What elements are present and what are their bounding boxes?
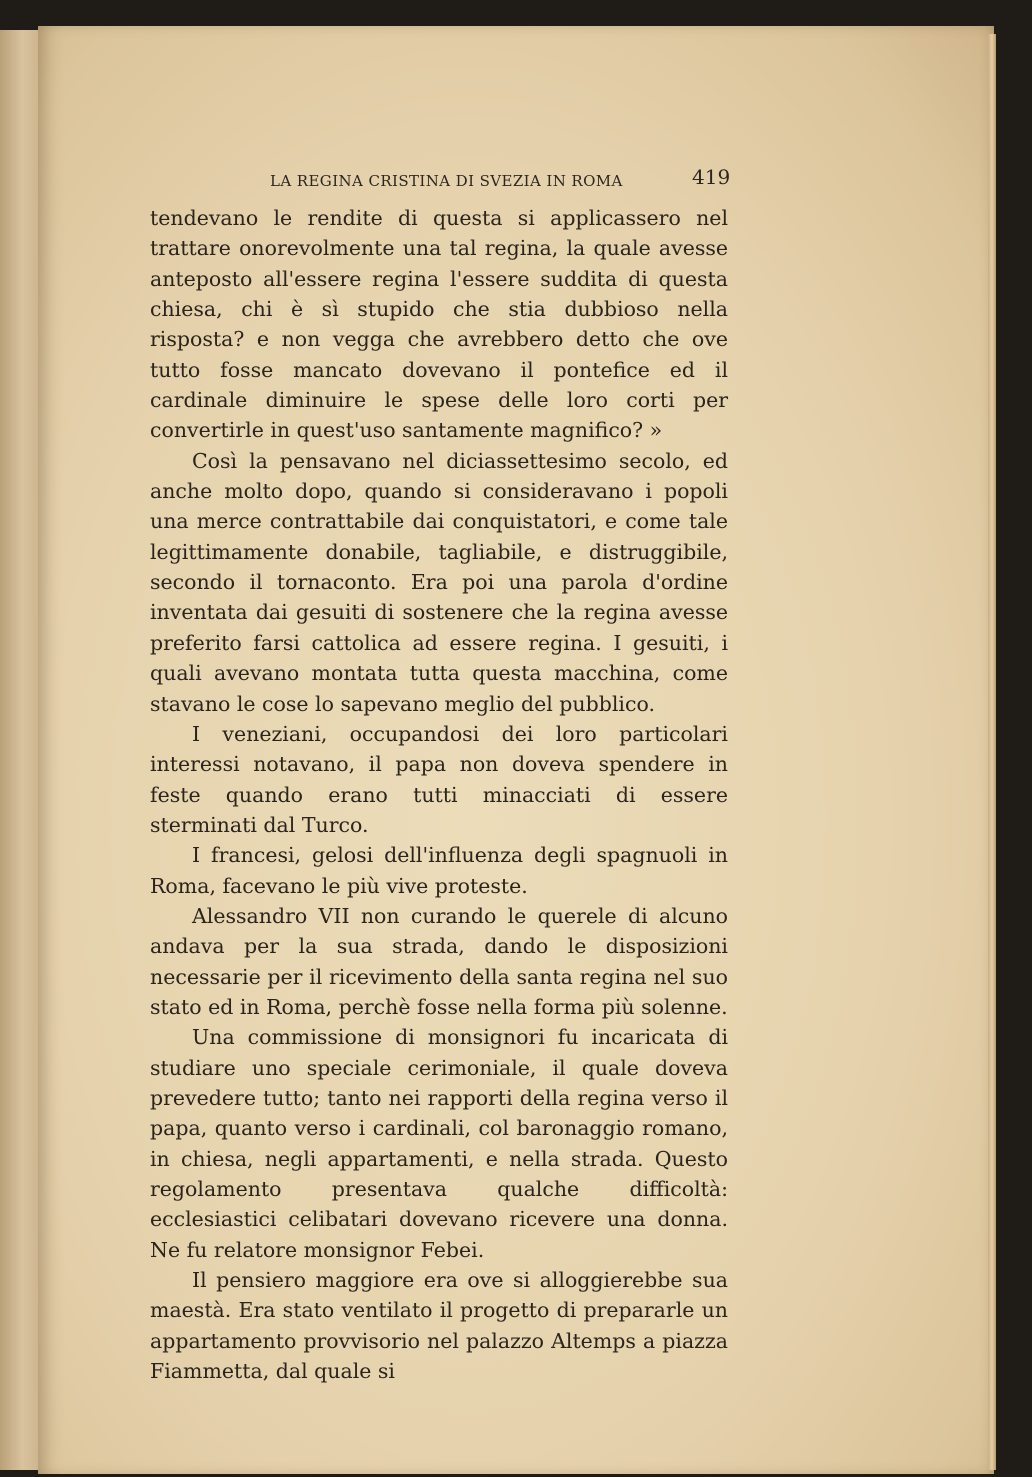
running-header: LA REGINA CRISTINA DI SVEZIA IN ROMA (270, 172, 623, 190)
paragraph: Alessandro VII non curando le querele di alcuno andava per la sua strada, dando le disposizioni necessarie per il ricevimento della santa regina nel suo stato ed in Roma, perchè fosse nella forma più solenne. (150, 903, 728, 1019)
paragraph: Una commissione di monsignori fu incaricata di studiare uno speciale cerimoniale, il quale doveva prevedere tutto; tanto nei rapporti della regina verso il papa, quanto verso i cardinali, col baronaggio romano, in chiesa, negli appartamenti, e nella strada. Questo regolamento presentava qualche difficoltà: ecclesiastici celibatari dovevano ricevere una donna. Ne fu relatore monsignor Febei. (150, 1025, 728, 1262)
paragraph: Così la pensavano nel diciassettesimo secolo, ed anche molto dopo, quando si consideravano i popoli una merce contrattabile dai conquistatori, e come tale legittimamente donabile, tagliabile, e distruggibile, secondo il tornaconto. Era poi una parola d'ordine inventata dai gesuiti di sostenere che la regina avesse preferito farsi cattolica ad essere regina. I gesuiti, i quali avevano montata tutta questa macchina, come stavano le cose lo sapevano meglio del pubblico. (150, 448, 728, 716)
paragraph: tendevano le rendite di questa si applicassero nel trattare onorevolmente una tal regina, la quale avesse anteposto all'essere regina l'essere suddita di questa chiesa, chi è sì stupido che stia dubbioso nella risposta? e non vegga che avrebbero detto che ove tutto fosse mancato dovevano il pontefice ed il cardinale diminuire le spese delle loro corti per convertirle in quest'uso santamente magnifico? » (150, 206, 728, 443)
paragraph: Il pensiero maggiore era ove si alloggierebbe sua maestà. Era stato ventilato il progetto di prepararle un appartamento provvisorio nel palazzo Altemps a piazza Fiammetta, dal quale si (150, 1268, 728, 1384)
body-text (150, 203, 728, 1386)
paragraph: I veneziani, occupandosi dei loro particolari interessi notavano, il papa non doveva spendere in feste quando erano tutti minacciati di essere sterminati dal Turco. (150, 721, 728, 837)
page-number: 419 (692, 165, 731, 189)
page-fore-edge (988, 34, 996, 1470)
paragraph: I francesi, gelosi dell'influenza degli spagnuoli in Roma, facevano le più vive proteste. (150, 843, 728, 898)
